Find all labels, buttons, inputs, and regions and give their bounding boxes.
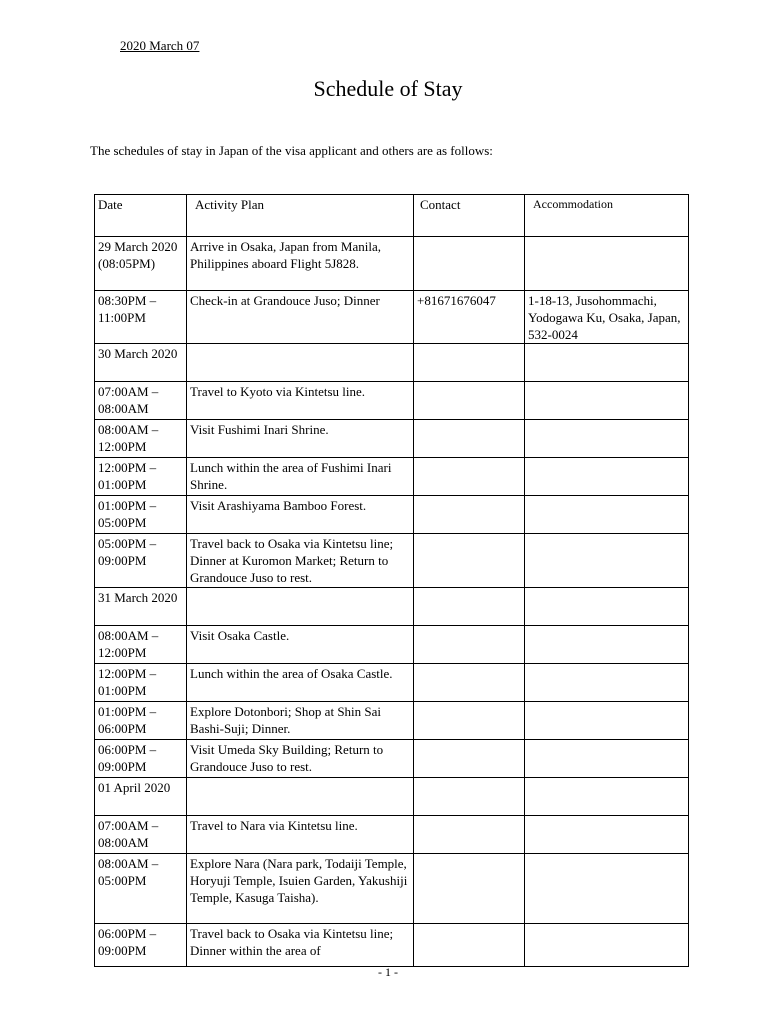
- cell-accommodation: [525, 534, 689, 588]
- cell-accommodation: 1-18-13, Jusohommachi, Yodogawa Ku, Osaka, Japan, 532-0024: [525, 291, 689, 344]
- cell-contact: [414, 924, 525, 967]
- cell-date: 06:00PM – 09:00PM: [95, 740, 187, 778]
- cell-activity: Travel to Nara via Kintetsu line.: [187, 816, 414, 854]
- table-row: [95, 664, 689, 702]
- table-row: [95, 458, 689, 496]
- cell-contact: [414, 382, 525, 420]
- cell-date: 08:00AM – 12:00PM: [95, 420, 187, 458]
- cell-date: 07:00AM – 08:00AM: [95, 382, 187, 420]
- cell-date: 01:00PM – 05:00PM: [95, 496, 187, 534]
- cell-accommodation: [525, 778, 689, 816]
- cell-activity: Lunch within the area of Fushimi Inari Shrine.: [187, 458, 414, 496]
- cell-contact: [414, 344, 525, 382]
- cell-accommodation: [525, 588, 689, 626]
- table-header-row: [95, 195, 689, 237]
- schedule-table: [94, 194, 689, 967]
- cell-date: 06:00PM – 09:00PM: [95, 924, 187, 967]
- cell-accommodation: [525, 816, 689, 854]
- cell-date: 31 March 2020: [95, 588, 187, 626]
- table-row: [95, 816, 689, 854]
- cell-accommodation: [525, 382, 689, 420]
- cell-activity: Visit Fushimi Inari Shrine.: [187, 420, 414, 458]
- cell-accommodation: [525, 626, 689, 664]
- table-row: [95, 291, 689, 344]
- table-row: [95, 496, 689, 534]
- cell-contact: [414, 778, 525, 816]
- cell-accommodation: [525, 237, 689, 291]
- table-row: [95, 740, 689, 778]
- table-row: [95, 924, 689, 967]
- cell-contact: [414, 702, 525, 740]
- cell-date: 29 March 2020 (08:05PM): [95, 237, 187, 291]
- cell-activity: Visit Osaka Castle.: [187, 626, 414, 664]
- cell-date: 12:00PM – 01:00PM: [95, 664, 187, 702]
- cell-contact: [414, 420, 525, 458]
- table-row: [95, 588, 689, 626]
- column-header-activity: Activity Plan: [187, 195, 414, 237]
- cell-accommodation: [525, 420, 689, 458]
- cell-activity: Explore Dotonbori; Shop at Shin Sai Bashi-Suji; Dinner.: [187, 702, 414, 740]
- cell-activity: [187, 344, 414, 382]
- cell-accommodation: [525, 496, 689, 534]
- cell-contact: +81671676047: [414, 291, 525, 344]
- column-header-accommodation: Accommodation: [525, 195, 689, 237]
- cell-contact: [414, 816, 525, 854]
- table-row: [95, 420, 689, 458]
- cell-contact: [414, 458, 525, 496]
- cell-contact: [414, 664, 525, 702]
- cell-accommodation: [525, 458, 689, 496]
- cell-activity: Travel back to Osaka via Kintetsu line; Dinner at Kuromon Market; Return to Grandouce Juso to rest.: [187, 534, 414, 588]
- cell-contact: [414, 588, 525, 626]
- cell-activity: Lunch within the area of Osaka Castle.: [187, 664, 414, 702]
- cell-date: 01:00PM – 06:00PM: [95, 702, 187, 740]
- cell-accommodation: [525, 924, 689, 967]
- cell-activity: Travel to Kyoto via Kintetsu line.: [187, 382, 414, 420]
- cell-date: 07:00AM – 08:00AM: [95, 816, 187, 854]
- cell-activity: [187, 588, 414, 626]
- cell-accommodation: [525, 664, 689, 702]
- cell-activity: Arrive in Osaka, Japan from Manila, Philippines aboard Flight 5J828.: [187, 237, 414, 291]
- table-row: [95, 382, 689, 420]
- cell-contact: [414, 740, 525, 778]
- cell-contact: [414, 534, 525, 588]
- page-number: - 1 -: [378, 965, 398, 979]
- table-row: [95, 778, 689, 816]
- table-row: [95, 702, 689, 740]
- column-header-contact: Contact: [414, 195, 525, 237]
- cell-activity: Check-in at Grandouce Juso; Dinner: [187, 291, 414, 344]
- table-row: [95, 534, 689, 588]
- cell-date: 01 April 2020: [95, 778, 187, 816]
- cell-date: 30 March 2020: [95, 344, 187, 382]
- cell-contact: [414, 496, 525, 534]
- cell-date: 08:30PM – 11:00PM: [95, 291, 187, 344]
- cell-date: 05:00PM – 09:00PM: [95, 534, 187, 588]
- cell-activity: Explore Nara (Nara park, Todaiji Temple, Horyuji Temple, Isuien Garden, Yakushiji Temple, Kasuga Taisha).: [187, 854, 414, 924]
- intro-paragraph: The schedules of stay in Japan of the visa applicant and others are as follows:: [90, 143, 493, 158]
- table-row: [95, 344, 689, 382]
- cell-activity: Visit Arashiyama Bamboo Forest.: [187, 496, 414, 534]
- cell-date: 08:00AM – 05:00PM: [95, 854, 187, 924]
- cell-date: 12:00PM – 01:00PM: [95, 458, 187, 496]
- table-row: [95, 237, 689, 291]
- cell-contact: [414, 237, 525, 291]
- document-title: Schedule of Stay: [313, 76, 463, 101]
- cell-activity: [187, 778, 414, 816]
- table-row: [95, 626, 689, 664]
- cell-activity: Visit Umeda Sky Building; Return to Grandouce Juso to rest.: [187, 740, 414, 778]
- table-row: [95, 854, 689, 924]
- cell-accommodation: [525, 344, 689, 382]
- cell-date: 08:00AM – 12:00PM: [95, 626, 187, 664]
- schedule-body: [95, 237, 689, 967]
- cell-contact: [414, 854, 525, 924]
- cell-contact: [414, 626, 525, 664]
- column-header-date: Date: [95, 195, 187, 237]
- cell-accommodation: [525, 740, 689, 778]
- cell-accommodation: [525, 702, 689, 740]
- cell-activity: Travel back to Osaka via Kintetsu line; Dinner within the area of: [187, 924, 414, 967]
- document-date: 2020 March 07: [120, 38, 200, 53]
- cell-accommodation: [525, 854, 689, 924]
